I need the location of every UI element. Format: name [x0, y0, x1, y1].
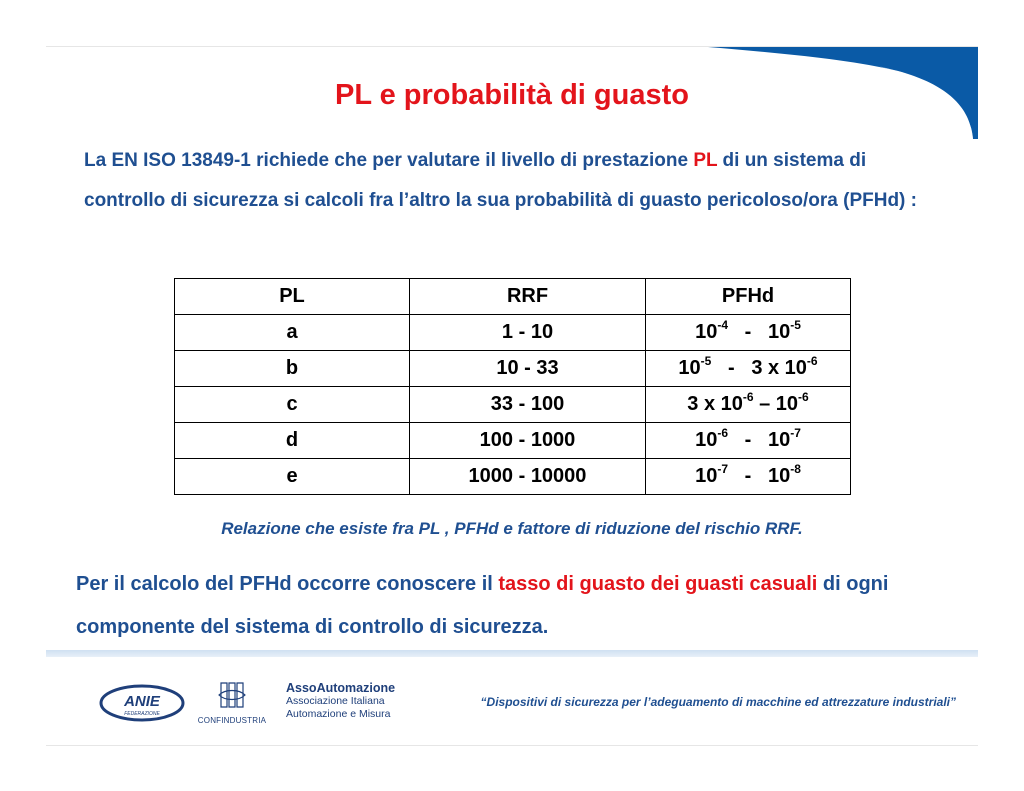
- confindustria-logo: [196, 681, 268, 725]
- outro-text-2: di ogni componente del sistema di controllo di sicurezza.: [76, 573, 889, 638]
- pfhd-base-b: 10: [775, 393, 799, 415]
- cell-pfhd: [646, 423, 851, 459]
- cell-pl: e: [175, 459, 410, 495]
- header-rrf: RRF: [410, 279, 646, 315]
- pfhd-base-b: 10: [768, 465, 791, 487]
- outro-highlight: tasso di guasto dei guasti casuali: [498, 573, 818, 595]
- pfhd-exponent-b: -7: [790, 426, 801, 440]
- pfhd-base-a: 10: [695, 429, 718, 451]
- pfhd-exponent-b: -8: [790, 462, 801, 476]
- assoautomazione-name: AssoAutomazione: [286, 681, 396, 695]
- outro-paragraph: [76, 563, 966, 649]
- pfhd-separator: -: [711, 357, 752, 379]
- assoautomazione-logo: [286, 681, 395, 721]
- header-pl: PL: [175, 279, 410, 315]
- cell-rrf: 100 - 1000: [410, 423, 646, 459]
- footer-quote: “Dispositivi di sicurezza per l’adeguamento di macchine ed attrezzature industriali”: [480, 695, 956, 709]
- assoautomazione-line-2: Automazione e Misura: [286, 708, 391, 720]
- pfhd-exponent-a: -4: [717, 318, 728, 332]
- cell-rrf: 1000 - 10000: [410, 459, 646, 495]
- table-row: [175, 315, 851, 351]
- footer-divider: [46, 650, 978, 657]
- table-row: [175, 387, 851, 423]
- cell-pfhd: [646, 387, 851, 423]
- intro-highlight-pl: PL: [693, 150, 718, 171]
- header-pfhd: PFHd: [646, 279, 851, 315]
- table-row: [175, 459, 851, 495]
- anie-logo-subtext: FEDERAZIONE: [124, 711, 160, 717]
- pfhd-exponent-a: -6: [742, 390, 754, 404]
- pfhd-exponent-a: -5: [700, 354, 712, 368]
- cell-rrf: 10 - 33: [410, 351, 646, 387]
- assoautomazione-line-1: Associazione Italiana: [286, 695, 385, 707]
- cell-pl: a: [175, 315, 410, 351]
- pfhd-exponent-a: -6: [717, 426, 728, 440]
- cell-pl: b: [175, 351, 410, 387]
- page-title: PL e probabilità di guasto: [335, 79, 689, 111]
- pfhd-separator: -: [728, 429, 768, 451]
- pfhd-base-b: 3 x 10: [751, 357, 807, 379]
- table-header-row: [175, 279, 851, 315]
- footer: [46, 663, 978, 745]
- pfhd-separator: -: [728, 321, 768, 343]
- anie-logo: [98, 683, 186, 723]
- pfhd-base-a: 3 x 10: [687, 393, 743, 415]
- pfhd-base-a: 10: [695, 465, 718, 487]
- pfhd-exponent-b: -6: [806, 354, 818, 368]
- table-row: [175, 423, 851, 459]
- intro-text-1: La EN ISO 13849-1 richiede che per valutare il livello di prestazione: [84, 150, 694, 171]
- outro-text-1: Per il calcolo del PFHd occorre conoscere il: [76, 573, 499, 595]
- pfhd-exponent-b: -6: [798, 390, 809, 404]
- cell-pfhd: [646, 351, 851, 387]
- cell-rrf: 33 - 100: [410, 387, 646, 423]
- table-caption: Relazione che esiste fra PL , PFHd e fattore di riduzione del rischio RRF.: [221, 519, 803, 538]
- confindustria-label: CONFINDUSTRIA: [197, 716, 267, 725]
- pl-pfhd-table: [174, 278, 851, 495]
- anie-logo-text: ANIE: [124, 693, 160, 710]
- pfhd-separator: –: [753, 393, 776, 415]
- pfhd-exponent-b: -5: [790, 318, 801, 332]
- pfhd-base-b: 10: [768, 321, 791, 343]
- cell-rrf: 1 - 10: [410, 315, 646, 351]
- cell-pfhd: [646, 459, 851, 495]
- pfhd-base-a: 10: [695, 321, 718, 343]
- intro-text-2: di un sistema di controllo di sicurezza si calcoli fra l’altro la sua probabilità di guasto pericoloso/ora (PFHd) :: [84, 150, 917, 211]
- pfhd-base-a: 10: [678, 357, 701, 379]
- confindustria-emblem-icon: [217, 681, 247, 709]
- pfhd-separator: -: [728, 465, 768, 487]
- cell-pl: d: [175, 423, 410, 459]
- pfhd-base-b: 10: [768, 429, 791, 451]
- slide: [46, 46, 978, 746]
- table-row: [175, 351, 851, 387]
- cell-pfhd: [646, 315, 851, 351]
- cell-pl: c: [175, 387, 410, 423]
- pfhd-exponent-a: -7: [717, 462, 728, 476]
- intro-paragraph: [84, 141, 944, 221]
